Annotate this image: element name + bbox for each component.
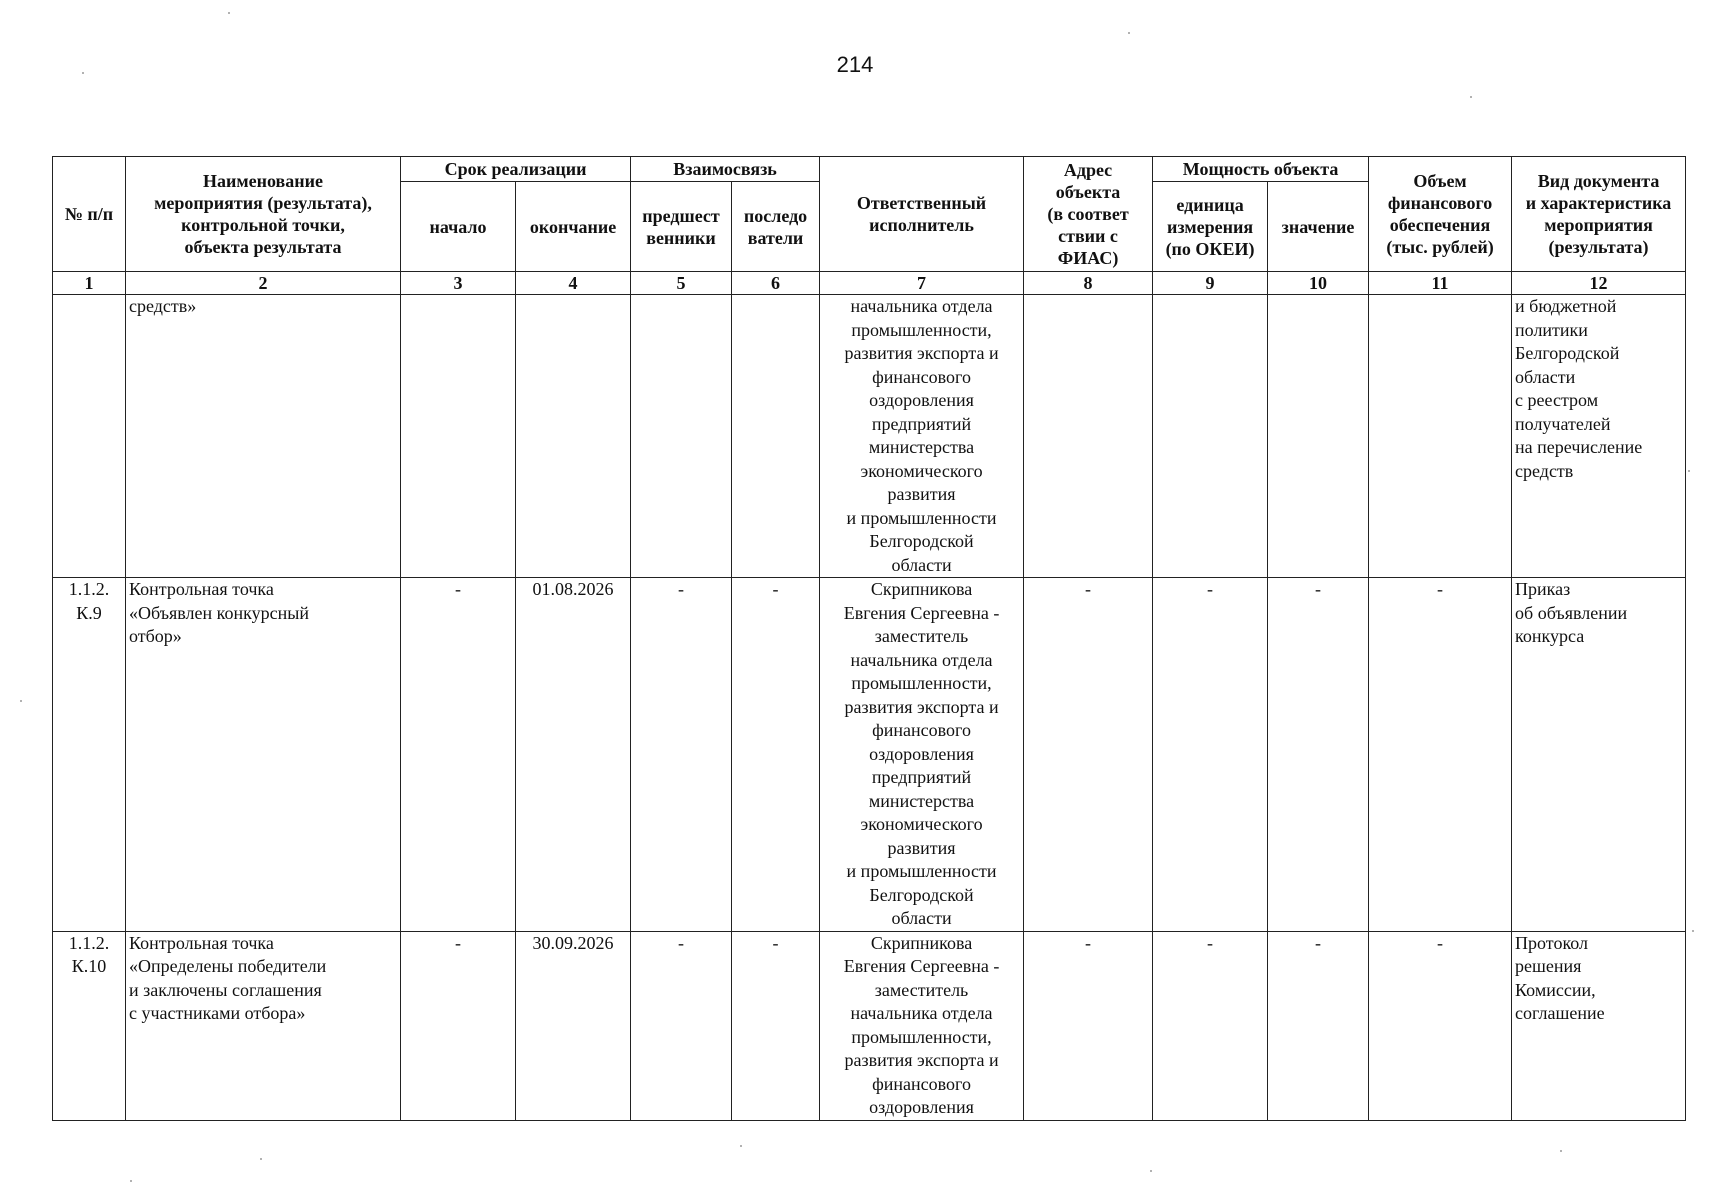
column-number: 2 — [126, 272, 401, 295]
cell-successors — [732, 295, 820, 578]
cell-predecessors: - — [631, 578, 732, 932]
header-predecessors: предшест венники — [631, 182, 732, 272]
table-row — [53, 931, 1686, 1120]
cell-responsible: Скрипникова Евгения Сергеевна - заместитель начальника отдела промышленности, развития экспорта и финансового оздоровления — [820, 931, 1024, 1120]
scan-speck — [20, 700, 22, 702]
cell-start: - — [401, 931, 516, 1120]
cell-number — [53, 295, 126, 578]
header-start: начало — [401, 182, 516, 272]
cell-activity-name: Контрольная точка «Объявлен конкурсный отбор» — [126, 578, 401, 932]
cell-address — [1024, 295, 1153, 578]
cell-document: Приказ об объявлении конкурса — [1512, 578, 1686, 932]
column-number: 5 — [631, 272, 732, 295]
cell-responsible: начальника отдела промышленности, развития экспорта и финансового оздоровления предприятий министерства экономического развития и промышленности Белгородской области — [820, 295, 1024, 578]
cell-start — [401, 295, 516, 578]
cell-unit: - — [1153, 578, 1268, 932]
column-number: 12 — [1512, 272, 1686, 295]
cell-unit — [1153, 295, 1268, 578]
cell-finance: - — [1369, 931, 1512, 1120]
cell-end: 01.08.2026 — [516, 578, 631, 932]
table-row — [53, 295, 1686, 578]
cell-number: 1.1.2. К.9 — [53, 578, 126, 932]
column-number: 1 — [53, 272, 126, 295]
header-finance-volume: Объем финансового обеспечения (тыс. рублей) — [1369, 157, 1512, 272]
scan-speck — [1692, 930, 1694, 932]
cell-value — [1268, 295, 1369, 578]
activity-plan-table — [52, 156, 1686, 1121]
scan-speck — [82, 72, 84, 74]
scan-speck — [1470, 96, 1472, 98]
cell-start: - — [401, 578, 516, 932]
cell-activity-name: Контрольная точка «Определены победители и заключены соглашения с участниками отбора» — [126, 931, 401, 1120]
cell-responsible: Скрипникова Евгения Сергеевна - заместитель начальника отдела промышленности, развития экспорта и финансового оздоровления предприятий министерства экономического развития и промышленности Белгородской области — [820, 578, 1024, 932]
header-unit: единица измерения (по ОКЕИ) — [1153, 182, 1268, 272]
header-interrelation: Взаимосвязь — [631, 157, 820, 182]
scan-speck — [228, 12, 230, 14]
header-responsible: Ответственный исполнитель — [820, 157, 1024, 272]
page-number: 214 — [836, 52, 874, 77]
header-number: № п/п — [53, 157, 126, 272]
header-value: значение — [1268, 182, 1369, 272]
header-document-type: Вид документа и характеристика мероприятия (результата) — [1512, 157, 1686, 272]
cell-value: - — [1268, 578, 1369, 932]
column-number: 8 — [1024, 272, 1153, 295]
cell-number: 1.1.2. К.10 — [53, 931, 126, 1120]
scan-speck — [740, 1145, 742, 1147]
cell-value: - — [1268, 931, 1369, 1120]
table-header — [53, 157, 1686, 295]
cell-document: Протокол решения Комиссии, соглашение — [1512, 931, 1686, 1120]
scan-speck — [1688, 470, 1690, 472]
scan-speck — [1560, 1150, 1562, 1152]
scan-speck — [130, 1180, 132, 1182]
cell-finance — [1369, 295, 1512, 578]
cell-successors: - — [732, 931, 820, 1120]
column-number: 10 — [1268, 272, 1369, 295]
header-address: Адрес объекта (в соответ ствии с ФИАС) — [1024, 157, 1153, 272]
header-implementation-period: Срок реализации — [401, 157, 631, 182]
cell-finance: - — [1369, 578, 1512, 932]
cell-predecessors: - — [631, 931, 732, 1120]
column-numbers-row — [53, 272, 1686, 295]
scan-speck — [260, 1158, 262, 1160]
cell-predecessors — [631, 295, 732, 578]
cell-document: и бюджетной политики Белгородской области с реестром получателей на перечисление средств — [1512, 295, 1686, 578]
cell-address: - — [1024, 931, 1153, 1120]
cell-activity-name: средств» — [126, 295, 401, 578]
header-object-capacity: Мощность объекта — [1153, 157, 1369, 182]
cell-successors: - — [732, 578, 820, 932]
header-end: окончание — [516, 182, 631, 272]
column-number: 9 — [1153, 272, 1268, 295]
scan-speck — [1150, 1170, 1152, 1172]
cell-end — [516, 295, 631, 578]
column-number: 7 — [820, 272, 1024, 295]
table-row — [53, 578, 1686, 932]
cell-address: - — [1024, 578, 1153, 932]
header-activity-name: Наименование мероприятия (результата), контрольной точки, объекта результата — [126, 157, 401, 272]
column-number: 6 — [732, 272, 820, 295]
scan-speck — [1128, 32, 1130, 34]
cell-unit: - — [1153, 931, 1268, 1120]
header-successors: последо ватели — [732, 182, 820, 272]
column-number: 4 — [516, 272, 631, 295]
column-number: 3 — [401, 272, 516, 295]
column-number: 11 — [1369, 272, 1512, 295]
cell-end: 30.09.2026 — [516, 931, 631, 1120]
